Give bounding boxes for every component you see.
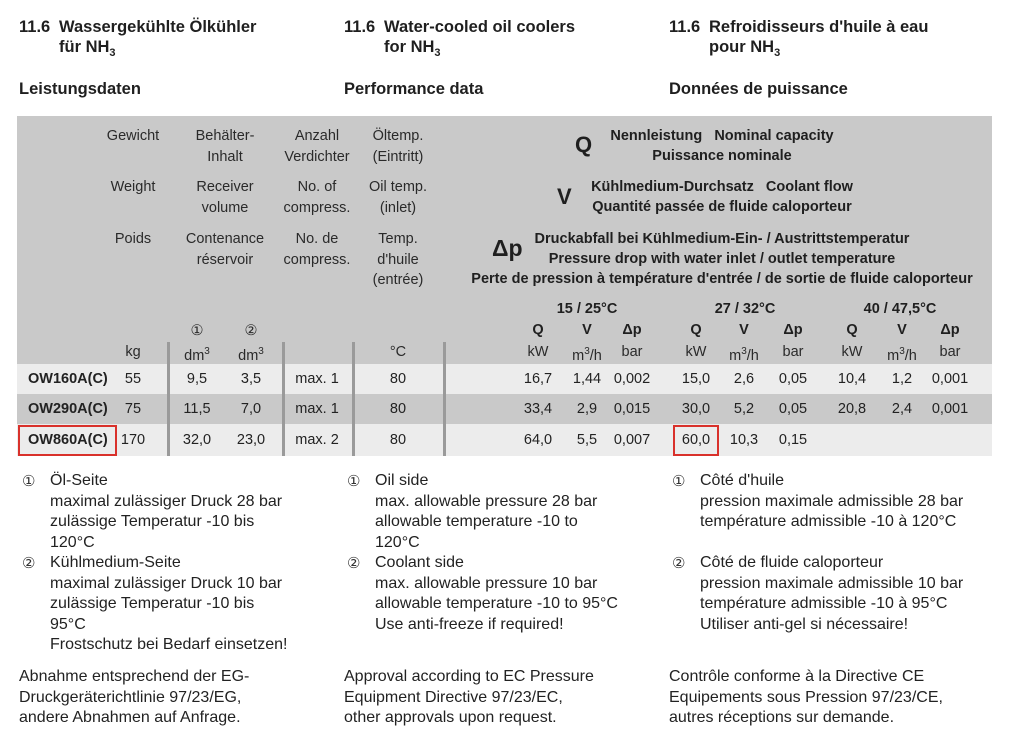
symbol-dp: Δp — [492, 235, 523, 261]
footnote-circle-2: ② — [347, 555, 361, 572]
v3-cell: 2,4 — [891, 401, 913, 417]
column-divider — [443, 342, 446, 456]
dp1-cell: 0,007 — [613, 432, 651, 448]
header-oiltemp-de: Öltemp. (Eintritt) — [372, 128, 424, 165]
footnote-fr-block2: Côté de fluide caloporteur pression maximale admissible 10 bar température admissible -10 à 95°C Utiliser anti-gel si nécessaire! — [700, 554, 964, 633]
v2-cell: 2,6 — [733, 371, 755, 387]
dp3-cell: 0,001 — [931, 401, 969, 417]
temp-group-1: 15 / 25°C — [556, 301, 618, 317]
receiver2-cell: 23,0 — [236, 432, 266, 448]
header-oiltemp-fr: Temp. d'huile (entrée) — [372, 231, 424, 288]
legend-q-line2: Puissance nominale — [652, 148, 792, 164]
receiver1-cell: 9,5 — [186, 371, 208, 387]
subheader-v3: V — [897, 322, 907, 338]
header-compress-de: Anzahl Verdichter — [284, 128, 350, 165]
compress-cell: max. 1 — [295, 401, 339, 417]
title-line1: Refroidisseurs d'huile à eau — [709, 18, 929, 36]
dp2-cell: 0,15 — [778, 432, 808, 448]
section-number: 11.6 — [669, 18, 701, 36]
symbol-q: Q — [575, 132, 593, 157]
legend-dp-line1: Druckabfall bei Kühlmedium-Ein- / Austrittstemperatur — [534, 231, 910, 247]
approval-en: Approval according to EC Pressure Equipment Directive 97/23/EC, other approvals upon request. — [344, 668, 594, 727]
symbol-v: V — [557, 184, 572, 209]
title-line1: Wassergekühlte Ölkühler — [59, 18, 257, 36]
subheader-v1: V — [582, 322, 592, 338]
dp2-cell: 0,05 — [778, 401, 808, 417]
header-weight-fr: Poids — [114, 231, 152, 247]
column-divider — [282, 342, 285, 456]
header-weight-de: Gewicht — [106, 128, 160, 144]
footnote-fr-block1: Côté d'huile pression maximale admissible 28 bar température admissible -10 à 120°C — [700, 472, 964, 531]
q1-cell: 33,4 — [523, 401, 553, 417]
unit-m3h1: $m^3/h$ — [572, 346, 602, 364]
footnote-circle-1: ① — [672, 473, 686, 490]
footnote-circle-1: ① — [22, 473, 36, 490]
unit-bar3: bar — [939, 344, 961, 360]
subheader-dp3: Δp — [940, 322, 960, 338]
receiver1-cell: 32,0 — [182, 432, 212, 448]
footnote-circle-2: ② — [22, 555, 36, 572]
unit-dm3-1: $dm^3$ — [184, 346, 210, 364]
row-band-3 — [17, 424, 992, 456]
weight-cell: 55 — [124, 371, 142, 387]
footnote-de-block1: Öl-Seite maximal zulässiger Druck 28 bar zulässige Temperatur -10 bis 120°C — [50, 472, 283, 551]
subheader-q3: Q — [846, 322, 858, 338]
temp-group-2: 27 / 32°C — [714, 301, 776, 317]
receiver1-cell: 11,5 — [183, 401, 211, 417]
oiltemp-cell: 80 — [389, 432, 407, 448]
receiver2-cell: 3,5 — [240, 371, 262, 387]
header-receiver-en: Receiver volume — [196, 179, 254, 216]
v1-cell: 2,9 — [576, 401, 598, 417]
weight-cell: 75 — [124, 401, 142, 417]
dp1-cell: 0,015 — [613, 401, 651, 417]
receiver2-cell: 7,0 — [240, 401, 262, 417]
v2-cell: 10,3 — [729, 432, 759, 448]
unit-m3h3: $m^3/h$ — [887, 346, 917, 364]
unit-kw2: kW — [685, 344, 707, 360]
approval-de: Abnahme entsprechend der EG- Druckgeräterichtlinie 97/23/EG, andere Abnahmen auf Anfrage. — [19, 668, 250, 727]
subheader-v2: V — [739, 322, 749, 338]
v1-cell: 1,44 — [572, 371, 602, 387]
column-divider — [352, 342, 355, 456]
unit-kg: kg — [125, 344, 141, 360]
weight-cell: 170 — [120, 432, 146, 448]
oiltemp-cell: 80 — [389, 401, 407, 417]
temp-group-3: 40 / 47,5°C — [863, 301, 937, 317]
title-line1: Water-cooled oil coolers — [384, 18, 576, 36]
dp3-cell: 0,001 — [931, 371, 969, 387]
footnote-circle-2: ② — [672, 555, 686, 572]
title-en — [344, 17, 575, 63]
highlight-box-value — [673, 425, 719, 456]
header-receiver-fr: Contenance réservoir — [185, 231, 265, 268]
header-oiltemp-en: Oil temp. (inlet) — [368, 179, 428, 216]
v2-cell: 5,2 — [733, 401, 755, 417]
subheader-q1: Q — [532, 322, 544, 338]
unit-bar2: bar — [782, 344, 804, 360]
unit-dm3-2: $dm^3$ — [238, 346, 264, 364]
legend-dp-line2: Pressure drop with water inlet / outlet temperature — [548, 251, 896, 267]
q2-cell: 30,0 — [681, 401, 711, 417]
header-compress-en: No. of compress. — [283, 179, 351, 216]
column-divider — [167, 342, 170, 456]
subtitle-de: Leistungsdaten — [19, 80, 141, 98]
compress-cell: max. 1 — [295, 371, 339, 387]
legend-q-line1: Nennleistung Nominal capacity — [610, 128, 834, 144]
highlight-box-model — [18, 425, 117, 456]
legend-v-line1: Kühlmedium-Durchsatz Coolant flow — [591, 179, 853, 195]
v3-cell: 1,2 — [891, 371, 913, 387]
subtitle-en: Performance data — [344, 80, 484, 98]
model-cell: OW290A(C) — [28, 401, 108, 417]
model-cell: OW160A(C) — [28, 371, 108, 387]
legend-v-line2: Quantité passée de fluide caloporteur — [592, 199, 852, 215]
footnote-marker-2: ② — [244, 323, 258, 339]
footnote-en-block2: Coolant side max. allowable pressure 10 bar allowable temperature -10 to 95°C Use anti-freeze if required! — [375, 554, 618, 633]
subheader-dp1: Δp — [622, 322, 642, 338]
q1-cell: 16,7 — [523, 371, 553, 387]
footnote-de-block2: Kühlmedium-Seite maximal zulässiger Druck 10 bar zulässige Temperatur -10 bis 95°C Frostschutz bei Bedarf einsetzen! — [50, 554, 288, 654]
title-fr — [669, 17, 928, 63]
q3-cell: 10,4 — [837, 371, 867, 387]
subheader-q2: Q — [690, 322, 702, 338]
section-number: 11.6 — [19, 18, 51, 36]
dp1-cell: 0,002 — [613, 371, 651, 387]
q3-cell: 20,8 — [837, 401, 867, 417]
footnote-circle-1: ① — [347, 473, 361, 490]
unit-m3h2: $m^3/h$ — [729, 346, 759, 364]
approval-fr: Contrôle conforme à la Directive CE Equipements sous Pression 97/23/CE, autres réceptions sur demande. — [669, 668, 943, 727]
footnote-marker-1: ① — [190, 323, 204, 339]
v1-cell: 5,5 — [576, 432, 598, 448]
section-number: 11.6 — [344, 18, 376, 36]
header-weight-en: Weight — [110, 179, 156, 195]
legend-dp-line3: Perte de pression à température d'entrée / de sortie de fluide caloporteur — [471, 271, 973, 287]
subtitle-fr: Données de puissance — [669, 80, 848, 98]
unit-kw3: kW — [841, 344, 863, 360]
dp2-cell: 0,05 — [778, 371, 808, 387]
q1-cell: 64,0 — [523, 432, 553, 448]
subheader-dp2: Δp — [783, 322, 803, 338]
q2-cell: 15,0 — [681, 371, 711, 387]
header-receiver-de: Behälter- Inhalt — [195, 128, 255, 165]
model-cell: OW860A(C) — [28, 432, 108, 448]
title-de — [19, 17, 256, 63]
header-compress-fr: No. de compress. — [283, 231, 351, 268]
unit-kw1: kW — [527, 344, 549, 360]
footnote-en-block1: Oil side max. allowable pressure 28 bar allowable temperature -10 to 120°C — [375, 472, 598, 551]
unit-bar1: bar — [621, 344, 643, 360]
q2-cell: 60,0 — [681, 432, 711, 448]
unit-degc: °C — [389, 344, 407, 360]
title-line2: for $NH_3$ — [384, 38, 441, 59]
compress-cell: max. 2 — [295, 432, 339, 448]
title-line2: für $NH_3$ — [59, 38, 116, 59]
oiltemp-cell: 80 — [389, 371, 407, 387]
title-line2: pour $NH_3$ — [709, 38, 781, 59]
